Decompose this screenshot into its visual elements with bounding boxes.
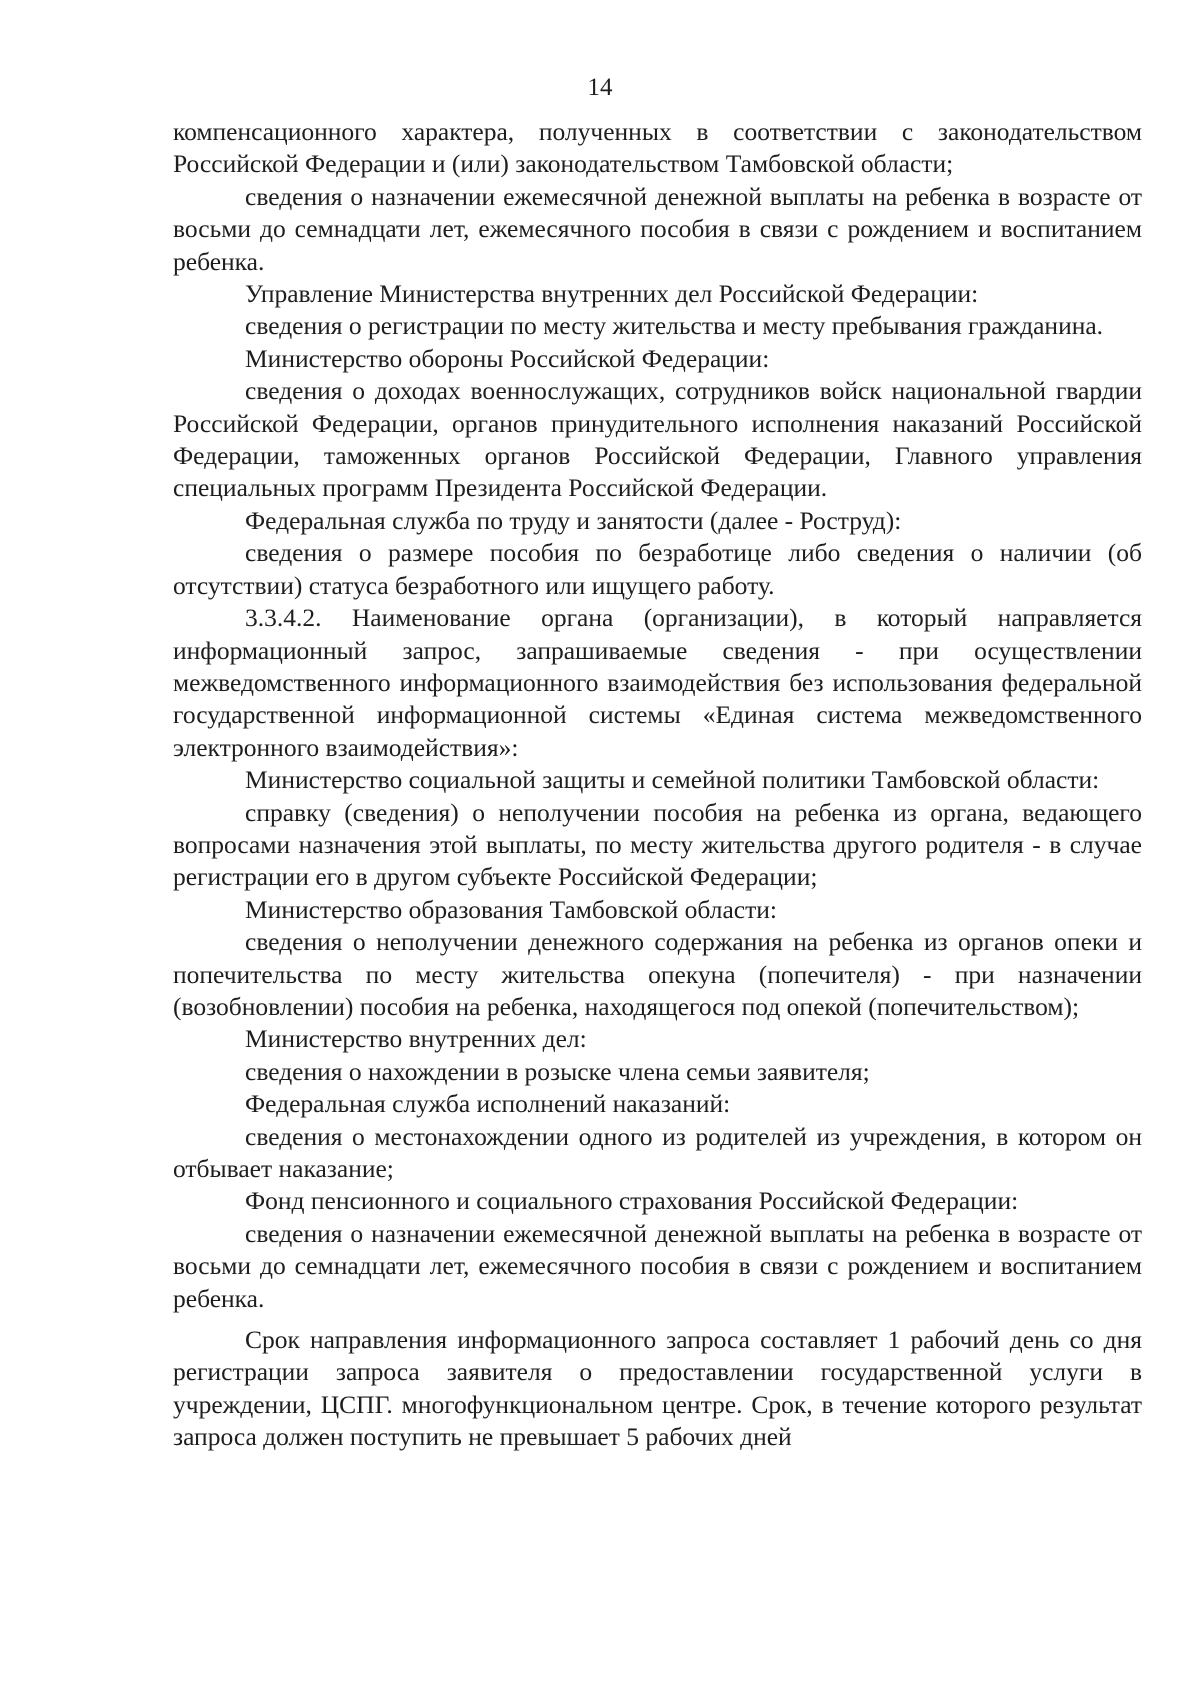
paragraph: сведения о размере пособия по безработице либо сведения о наличии (об отсутствии) статуса безработного или ищущего работу. bbox=[173, 538, 1142, 600]
paragraph: 3.3.4.2. Наименование органа (организации), в который направляется информационный запрос, запрашиваемые сведения - при осуществлении межведомственного информационного взаимодействия без использования федеральной государственной информационной системы «Единая система межведомственного электронного взаимодействия»: bbox=[173, 603, 1142, 762]
paragraph: сведения о доходах военнослужащих, сотрудников войск национальной гвардии Российской Федерации, органов принудительного исполнения наказаний Российской Федерации, таможенных органов Российской Федерации, Главного управления специальных программ Президента Российской Федерации. bbox=[173, 376, 1142, 503]
paragraph: Управление Министерства внутренних дел Российской Федерации: bbox=[245, 279, 979, 309]
page-number: 14 bbox=[587, 74, 613, 101]
paragraph: Фонд пенсионного и социального страхования Российской Федерации: bbox=[245, 1186, 1019, 1216]
paragraph: Федеральная служба по труду и занятости (далее - Роструд): bbox=[245, 505, 902, 535]
paragraph: справку (сведения) о неполучении пособия на ребенка из органа, ведающего вопросами назначения этой выплаты, по месту жительства другого родителя - в случае регистрации его в другом субъекте Российской Федерации; bbox=[173, 797, 1142, 892]
document-body bbox=[173, 116, 1142, 1454]
paragraph: сведения о местонахождении одного из родителей из учреждения, в котором он отбывает наказание; bbox=[173, 1121, 1142, 1183]
paragraph: компенсационного характера, полученных в соответствии с законодательством Российской Федерации и (или) законодательством Тамбовской области; bbox=[173, 117, 1142, 179]
paragraph: Министерство образования Тамбовской области: bbox=[245, 894, 778, 924]
paragraph: Министерство обороны Российской Федерации: bbox=[245, 343, 770, 373]
paragraph: Министерство социальной защиты и семейной политики Тамбовской области: bbox=[245, 765, 1100, 795]
paragraph: сведения о нахождении в розыске члена семьи заявителя; bbox=[245, 1056, 870, 1086]
paragraph: Министерство внутренних дел: bbox=[245, 1024, 587, 1054]
paragraph: сведения о назначении ежемесячной денежной выплаты на ребенка в возрасте от восьми до семнадцати лет, ежемесячного пособия в связи с рождением и воспитанием ребенка. bbox=[173, 181, 1142, 276]
paragraph: сведения о назначении ежемесячной денежной выплаты на ребенка в возрасте от восьми до семнадцати лет, ежемесячного пособия в связи с рождением и воспитанием ребенка. bbox=[173, 1218, 1142, 1313]
paragraph: сведения о неполучении денежного содержания на ребенка из органов опеки и попечительства по месту жительства опекуна (попечителя) - при назначении (возобновлении) пособия на ребенка, находящегося под опекой (попечительством); bbox=[173, 927, 1142, 1021]
paragraph: Федеральная служба исполнений наказаний: bbox=[245, 1089, 731, 1119]
paragraph: Срок направления информационного запроса составляет 1 рабочий день со дня регистрации запроса заявителя о предоставлении государственной услуги в учреждении, ЦСПГ. многофункциональном центре. Срок, в течение которого результат запроса должен поступить не превышает 5 рабочих дней bbox=[173, 1325, 1142, 1452]
paragraph: сведения о регистрации по месту жительства и месту пребывания гражданина. bbox=[245, 311, 1104, 341]
